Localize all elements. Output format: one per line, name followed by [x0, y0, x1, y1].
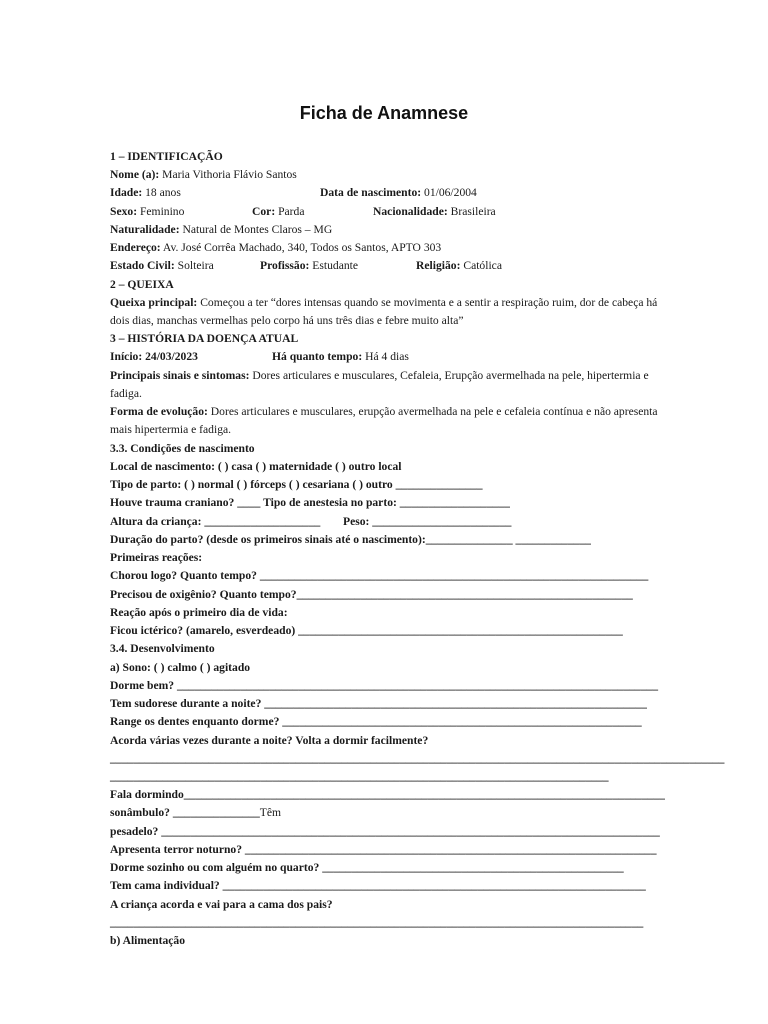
field-altura: Altura da criança: ____________________: [110, 515, 321, 528]
section-identificacao-heading: 1 – IDENTIFICAÇÃO: [110, 150, 223, 163]
field-idade: Idade: 18 anos: [110, 186, 181, 199]
field-pesadelo: pesadelo? ______________________________________________________________________________________: [110, 825, 660, 838]
field-reacao: Reação após o primeiro dia de vida:: [110, 606, 288, 619]
field-naturalidade: Naturalidade: Natural de Montes Claros – MG: [110, 223, 333, 236]
field-primeiras-reacoes: Primeiras reações:: [110, 551, 203, 564]
field-sono: a) Sono: ( ) calmo ( ) agitado: [110, 661, 251, 674]
section-queixa-heading: 2 – QUEIXA: [110, 278, 174, 291]
field-duracao-parto: Duração do parto? (desde os primeiros sinais até o nascimento):_______________ _____________: [110, 533, 591, 546]
field-sexo: Sexo: Feminino: [110, 205, 185, 218]
row-inicio-tempo: [110, 349, 670, 364]
field-trauma-anestesia: Houve trauma craniano? ____ Tipo de anestesia no parto: ___________________: [110, 496, 510, 509]
field-range-dentes: Range os dentes enquanto dorme? ______________________________________________________________: [110, 715, 642, 728]
section-alimentacao-heading: b) Alimentação: [110, 934, 186, 947]
field-dorme-sozinho: Dorme sozinho ou com alguém no quarto? ____________________________________________________: [110, 861, 624, 874]
field-religiao: Religião: Católica: [416, 259, 502, 272]
field-nome: Nome (a): Maria Vithoria Flávio Santos: [110, 168, 297, 181]
queixa-continuation: dois dias, manchas vermelhas pelo corpo há uns três dias e febre muito alta”: [110, 314, 464, 327]
field-inicio: Início: 24/03/2023: [110, 350, 198, 363]
field-acorda-noite: Acorda várias vezes durante a noite? Volta a dormir facilmente?: [110, 734, 429, 747]
evolucao-continuation: mais hipertermia e fadiga.: [110, 423, 232, 436]
field-icterico: Ficou ictérico? (amarelo, esverdeado) ________________________________________________________: [110, 624, 623, 637]
field-cor: Cor: Parda: [252, 205, 305, 218]
section-desenvolvimento-heading: 3.4. Desenvolvimento: [110, 642, 215, 655]
field-profissao: Profissão: Estudante: [260, 259, 359, 272]
field-cama-individual: Tem cama individual? _________________________________________________________________________: [110, 879, 646, 892]
field-sudorese: Tem sudorese durante a noite? __________________________________________________________________: [110, 697, 647, 710]
row-estado-profissao-religiao: [110, 258, 670, 273]
field-data-nascimento: Data de nascimento: 01/06/2004: [320, 186, 477, 199]
field-sinais-sintomas: Principais sinais e sintomas: Dores articulares e musculares, Cefaleia, Erupção avermelhada na pele, hipertermia e: [110, 369, 649, 382]
field-acorda-cama-pais: A criança acorda e vai para a cama dos pais?: [110, 898, 333, 911]
field-terror-noturno: Apresenta terror noturno? _______________________________________________________________________: [110, 843, 657, 856]
field-tipo-parto: Tipo de parto: ( ) normal ( ) fórceps ( ) cesariana ( ) outro _______________: [110, 478, 483, 491]
acorda-blank-line-1: __________________________________________________________________________________________________________: [110, 752, 725, 765]
row-sexo-cor-nacionalidade: [110, 204, 670, 219]
field-oxigenio: Precisou de oxigênio? Quanto tempo?__________________________________________________________: [110, 588, 633, 601]
field-peso: Peso: ________________________: [343, 515, 512, 528]
field-endereco: Endereço: Av. José Corrêa Machado, 340, Todos os Santos, APTO 303: [110, 241, 442, 254]
field-ha-quanto-tempo: Há quanto tempo: Há 4 dias: [272, 350, 409, 363]
document-title: Ficha de Anamnese: [299, 103, 469, 123]
row-idade-nascimento: [110, 185, 670, 200]
field-fala-dormindo: Fala dormindo___________________________________________________________________________________: [110, 788, 665, 801]
field-queixa-principal: Queixa principal: Começou a ter “dores intensas quando se movimenta e a sentir a respiração ruim, dor de cabeça há: [110, 296, 658, 309]
acorda-pais-blank-line: ____________________________________________________________________________________________: [110, 916, 644, 929]
field-dorme-bem: Dorme bem? ___________________________________________________________________________________: [110, 679, 659, 692]
section-nascimento-heading: 3.3. Condições de nascimento: [110, 442, 255, 455]
section-historia-heading: 3 – HISTÓRIA DA DOENÇA ATUAL: [110, 332, 299, 345]
field-forma-evolucao: Forma de evolução: Dores articulares e musculares, erupção avermelhada na pele e cefaleia contínua e não apresenta: [110, 405, 658, 418]
field-chorou: Chorou logo? Quanto tempo? ___________________________________________________________________: [110, 569, 649, 582]
acorda-blank-line-2: ______________________________________________________________________________________: [110, 770, 609, 783]
sinais-continuation: fadiga.: [110, 387, 142, 400]
field-sonambulo: sonâmbulo? _______________Têm: [110, 806, 282, 819]
row-altura-peso: [110, 514, 670, 529]
field-estado-civil: Estado Civil: Solteira: [110, 259, 214, 272]
field-nacionalidade: Nacionalidade: Brasileira: [373, 205, 496, 218]
field-local-nascimento: Local de nascimento: ( ) casa ( ) maternidade ( ) outro local: [110, 460, 402, 473]
